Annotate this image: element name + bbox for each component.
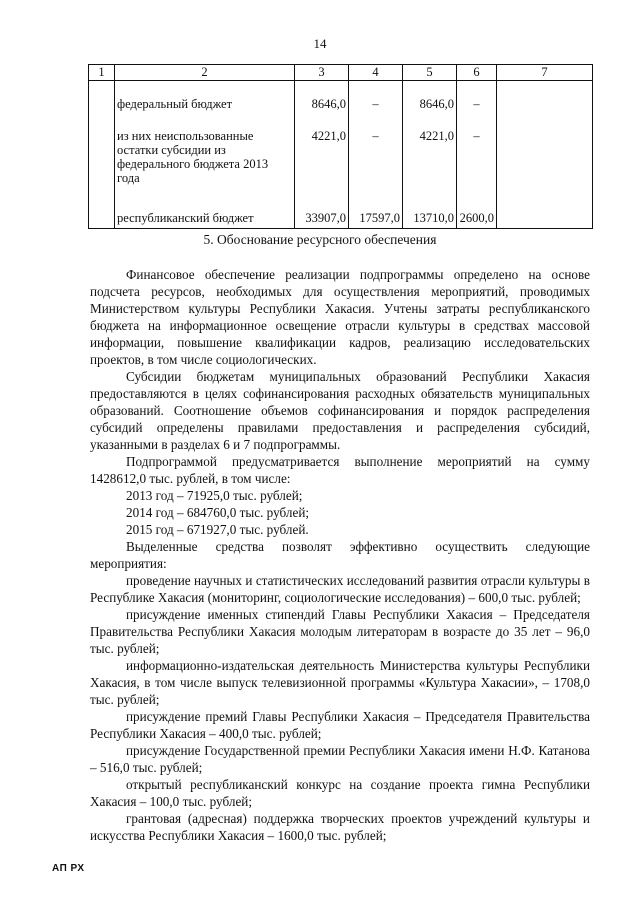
paragraph: Финансовое обеспечение реализации подпрограммы определено на основе подсчета ресурсов, необходимых для осуществления мероприятий, проводимых Министерством культуры Республики Хакасия. Учтены затраты республиканского бюджета на информационное освещение отрасли культуры в средствах массовой информации, повышение квалификации кадров, реализацию исследовательских проектов, в том числе социологических.: [90, 267, 590, 367]
row-label: республиканский бюджет: [115, 201, 295, 229]
row-label: федеральный бюджет: [115, 81, 295, 125]
cell-col7: [497, 81, 593, 125]
cell-col4: –: [349, 81, 403, 125]
list-item: присуждение Государственной премии Республики Хакасия имени Н.Ф. Катанова – 516,0 тыс. рублей;: [90, 743, 590, 775]
list-item: открытый республиканский конкурс на создание проекта гимна Республики Хакасия – 100,0 тыс. рублей;: [90, 777, 590, 809]
list-item: грантовая (адресная) поддержка творческих проектов учреждений культуры и искусства Республики Хакасия – 1600,0 тыс. рублей;: [90, 811, 590, 843]
year-line: 2014 год – 684760,0 тыс. рублей;: [126, 505, 310, 520]
table-row: [89, 125, 593, 201]
cell-col7: [497, 125, 593, 201]
cell-col5: 13710,0: [403, 201, 457, 229]
cell-col4: 17597,0: [349, 201, 403, 229]
table-header-cell: 5: [403, 65, 457, 81]
table-header-cell: 4: [349, 65, 403, 81]
table-header-row: [89, 65, 593, 81]
cell-col4: –: [349, 125, 403, 201]
cell-col3: 8646,0: [295, 81, 349, 125]
row-label: из них неиспользованные остатки субсидии из федерального бюджета 2013 года: [115, 125, 295, 201]
year-line: 2013 год – 71925,0 тыс. рублей;: [126, 488, 303, 503]
table-row: [89, 81, 593, 125]
cell-col5: 8646,0: [403, 81, 457, 125]
cell-col3: 33907,0: [295, 201, 349, 229]
cell-col3: 4221,0: [295, 125, 349, 201]
cell-col6: –: [457, 125, 497, 201]
year-line: 2015 год – 671927,0 тыс. рублей.: [126, 522, 309, 537]
body-text: [90, 266, 590, 844]
budget-table: [88, 64, 593, 229]
list-item: информационно-издательская деятельность Министерства культуры Республики Хакасия, в том числе выпуск телевизионной программы «Культура Хакасии», – 1708,0 тыс. рублей;: [90, 658, 590, 707]
list-item: проведение научных и статистических исследований развития отрасли культуры в Республике Хакасия (мониторинг, социологические исследования) – 600,0 тыс. рублей;: [90, 573, 590, 605]
paragraph: Выделенные средства позволят эффективно осуществить следующие мероприятия:: [90, 539, 590, 571]
paragraph: Субсидии бюджетам муниципальных образований Республики Хакасия предоставляются в целях софинансирования расходных обязательств муниципальных образований. Соотношение объемов софинансирования и порядок распределения субсидий определены правилами предоставления и распределения субсидий, указанными в разделах 6 и 7 подпрограммы.: [90, 369, 590, 452]
cell-col7: [497, 201, 593, 229]
list-item: присуждение именных стипендий Главы Республики Хакасия – Председателя Правительства Республики Хакасия молодым литераторам в возрасте до 35 лет – 96,0 тыс. рублей;: [90, 607, 590, 656]
cell-col5: 4221,0: [403, 125, 457, 201]
table-header-cell: 6: [457, 65, 497, 81]
table-header-cell: 3: [295, 65, 349, 81]
table-header-cell: 1: [89, 65, 115, 81]
table-header-cell: 7: [497, 65, 593, 81]
cell-col6: 2600,0: [457, 201, 497, 229]
cell-col6: –: [457, 81, 497, 125]
page-number: 14: [313, 36, 327, 51]
table-row: [89, 201, 593, 229]
table-header-cell: 2: [115, 65, 295, 81]
list-item: присуждение премий Главы Республики Хакасия – Председателя Правительства Республики Хакасия – 400,0 тыс. рублей;: [90, 709, 590, 741]
paragraph: Подпрограммой предусматривается выполнение мероприятий на сумму 1428612,0 тыс. рублей, в том числе:: [90, 454, 590, 486]
section-title: 5. Обоснование ресурсного обеспечения: [203, 232, 437, 247]
footer-stamp: АП РХ: [52, 863, 85, 874]
